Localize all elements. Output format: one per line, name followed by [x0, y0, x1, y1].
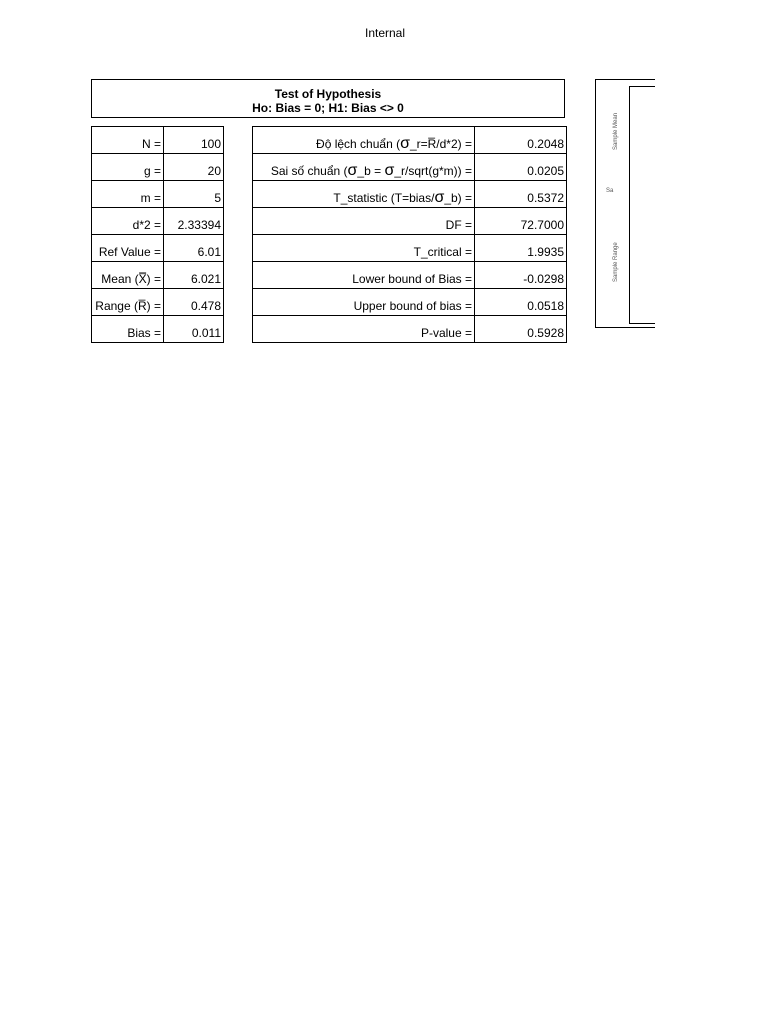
- param-value[interactable]: 5: [164, 181, 224, 208]
- table-row: [253, 235, 567, 262]
- result-label: T_statistic (T=bias/σ_b) =: [253, 181, 475, 208]
- param-value[interactable]: 6.021: [164, 262, 224, 289]
- result-value[interactable]: 0.5928: [475, 316, 567, 343]
- table-row: [92, 235, 224, 262]
- table-row: [253, 262, 567, 289]
- title-line-2: Ho: Bias = 0; H1: Bias <> 0: [252, 101, 404, 115]
- result-value[interactable]: 0.5372: [475, 181, 567, 208]
- parameters-table: [91, 126, 224, 343]
- table-row: [92, 316, 224, 343]
- table-row: [92, 208, 224, 235]
- result-label: DF =: [253, 208, 475, 235]
- chart-panel[interactable]: [595, 79, 655, 328]
- param-label: Ref Value =: [92, 235, 164, 262]
- table-row: [92, 181, 224, 208]
- result-value[interactable]: 1.9935: [475, 235, 567, 262]
- param-label: g =: [92, 154, 164, 181]
- result-label: Lower bound of Bias =: [253, 262, 475, 289]
- table-row: [92, 154, 224, 181]
- param-label: Range (R̅) =: [92, 289, 164, 316]
- axis-label-sample-mean: Sample Mean: [613, 112, 619, 150]
- table-row: [92, 289, 224, 316]
- param-label: Mean (X̿) =: [92, 262, 164, 289]
- table-row: [253, 127, 567, 154]
- result-label: P-value =: [253, 316, 475, 343]
- param-value[interactable]: 6.01: [164, 235, 224, 262]
- param-value[interactable]: 0.011: [164, 316, 224, 343]
- result-label: Sai số chuẩn (σ_b = σ_r/sqrt(g*m)) =: [253, 154, 475, 181]
- table-row: [92, 127, 224, 154]
- param-label: Bias =: [92, 316, 164, 343]
- hypothesis-title-box: [91, 79, 565, 118]
- param-label: d*2 =: [92, 208, 164, 235]
- result-label: Độ lệch chuẩn (σ_r=R̅/d*2) =: [253, 127, 475, 154]
- table-row: [253, 316, 567, 343]
- axis-label-sample-range: Sample Range: [613, 242, 619, 282]
- table-row: [253, 181, 567, 208]
- result-value[interactable]: 0.2048: [475, 127, 567, 154]
- param-label: m =: [92, 181, 164, 208]
- param-label: N =: [92, 127, 164, 154]
- table-row: [253, 208, 567, 235]
- result-value[interactable]: -0.0298: [475, 262, 567, 289]
- title-line-1: Test of Hypothesis: [274, 87, 382, 101]
- param-value[interactable]: 0.478: [164, 289, 224, 316]
- header-label: Internal: [364, 26, 406, 40]
- chart-plot-area: [629, 86, 655, 324]
- result-value[interactable]: 0.0518: [475, 289, 567, 316]
- axis-label-fragment: Sa: [606, 188, 614, 194]
- result-label: T_critical =: [253, 235, 475, 262]
- results-table: [252, 126, 567, 343]
- param-value[interactable]: 100: [164, 127, 224, 154]
- result-value[interactable]: 0.0205: [475, 154, 567, 181]
- table-row: [253, 154, 567, 181]
- result-label: Upper bound of bias =: [253, 289, 475, 316]
- param-value[interactable]: 20: [164, 154, 224, 181]
- table-row: [92, 262, 224, 289]
- param-value[interactable]: 2.33394: [164, 208, 224, 235]
- table-row: [253, 289, 567, 316]
- result-value[interactable]: 72.7000: [475, 208, 567, 235]
